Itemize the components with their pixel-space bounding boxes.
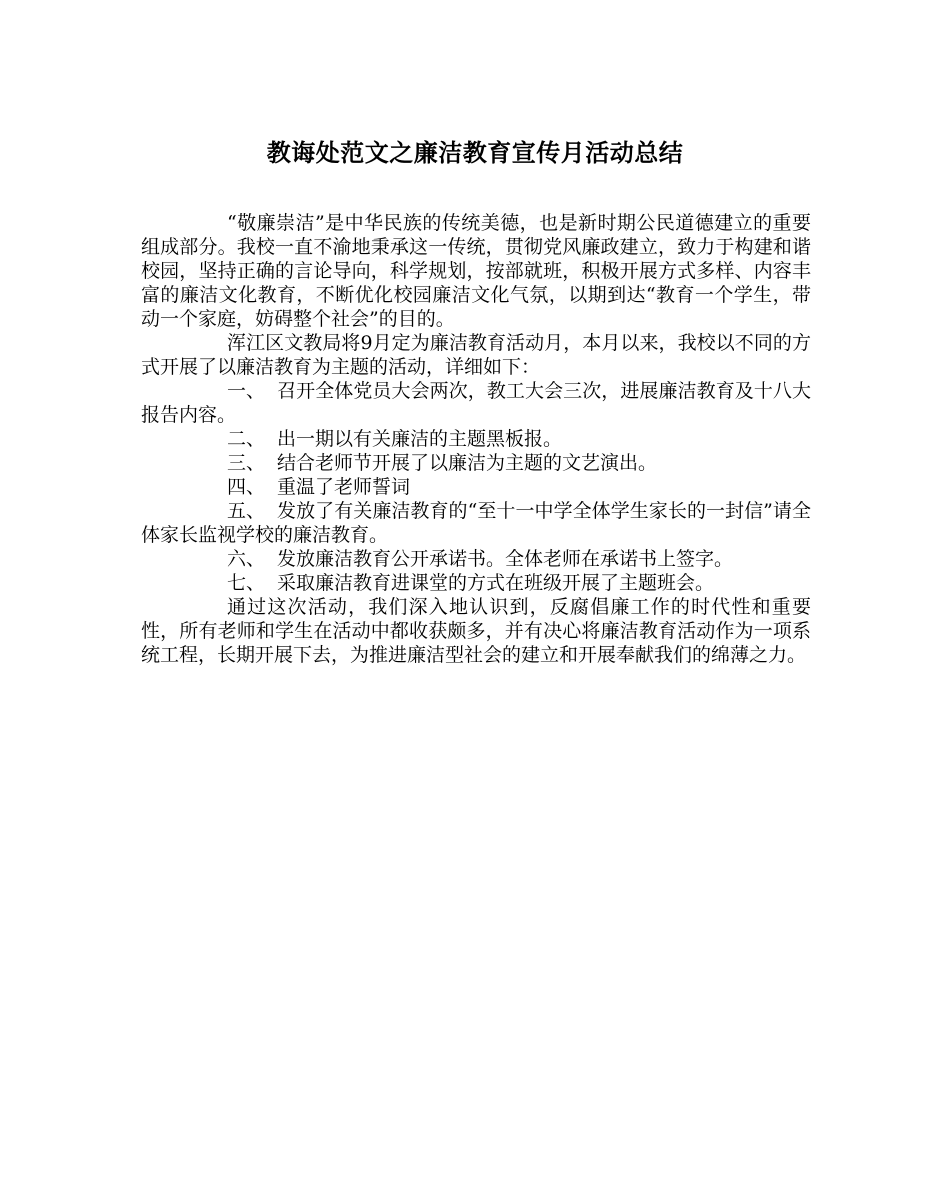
- list-item-text: 召开全体党员大会两次，教工大会三次，进展廉洁教育及十八大 报告内容。: [141, 380, 811, 426]
- list-item-text: 发放了有关廉洁教育的“至十一中学全体学生家长的一封信”请全体家长监视学校的廉洁教育。: [141, 500, 811, 546]
- list-item: [141, 571, 811, 595]
- list-item: [141, 427, 811, 451]
- list-item: [141, 499, 811, 547]
- list-item-number: 四、: [227, 476, 266, 498]
- list-item-text: 结合老师节开展了以廉洁为主题的文艺演出。: [277, 452, 658, 474]
- list-item-number: 五、: [227, 500, 266, 522]
- list-item-text: 出一期以有关廉洁的主题黑板报。: [277, 428, 563, 450]
- list-item-text: 重温了老师誓词: [277, 476, 411, 498]
- list-item: [141, 547, 811, 571]
- list-item-number: 三、: [227, 452, 266, 474]
- list-item: [141, 475, 811, 499]
- list-item-text: 发放廉洁教育公开承诺书。全体老师在承诺书上签字。: [277, 548, 734, 570]
- list-item-number: 六、: [227, 548, 266, 570]
- list-item-number: 一、: [227, 380, 266, 402]
- list-item: [141, 379, 811, 427]
- list-item-number: 七、: [227, 572, 266, 594]
- list-item-text: 采取廉洁教育进课堂的方式在班级开展了主题班会。: [277, 572, 715, 594]
- document-title: 教诲处范文之廉洁教育宣传月活动总结: [266, 139, 684, 167]
- conclusion-paragraph: 通过这次活动，我们深入地认识到，反腐倡廉工作的时代性和重要性，所有老师和学生在活动中都收获颇多，并有决心将廉洁教育活动作为一项系统工程，长期开展下去，为推进廉洁型社会的建立和开展奉献我们的绵薄之力。: [141, 596, 811, 666]
- intro-paragraph: “敬廉崇洁”是中华民族的传统美德，也是新时期公民道德建立的重要组成部分。我校一直不渝地秉承这一传统，贯彻党风廉政建立，致力于构建和谐校园，坚持正确的言论导向，科学规划，按部就班，积极开展方式多样、内容丰富的廉洁文化教育，不断优化校园廉洁文化气氛，以期到达“教育一个学生，带动一个家庭，妨碍整个社会”的目的。: [141, 212, 811, 330]
- list-item-number: 二、: [227, 428, 266, 450]
- document-body: [141, 211, 811, 667]
- list-item: [141, 451, 811, 475]
- overview-paragraph: 浑江区文教局将9月定为廉洁教育活动月，本月以来，我校以不同的方式开展了以廉洁教育为主题的活动，详细如下：: [141, 332, 811, 378]
